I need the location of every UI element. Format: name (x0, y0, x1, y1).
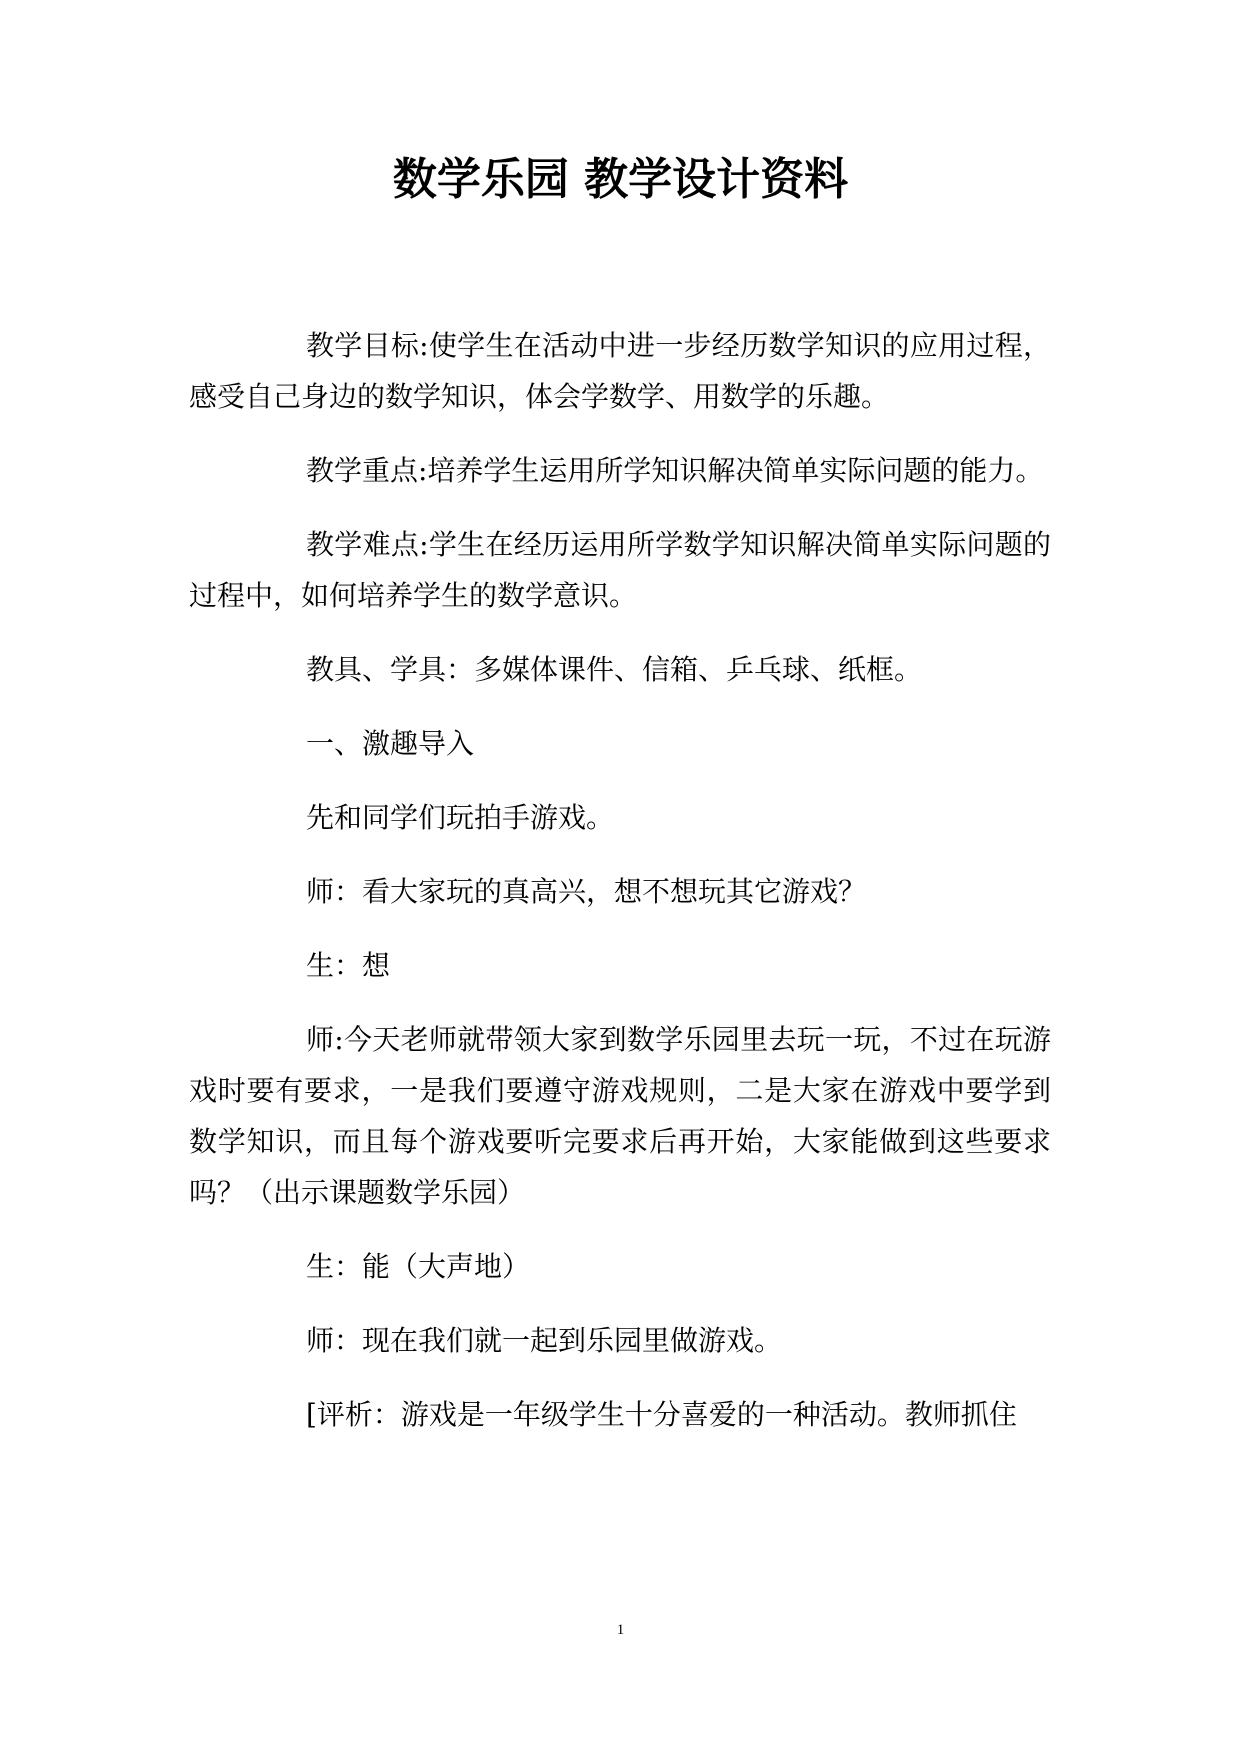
page-number: 1 (616, 1622, 625, 1638)
dialogue-teacher: 师：看大家玩的真高兴，想不想玩其它游戏？ (306, 875, 867, 908)
paragraph-teaching-difficulty: 教学难点:学生在经历运用所学数学知识解决简单实际问题的过程中，如何培养学生的数学意识。 (189, 528, 1051, 612)
paragraph-clapping-game: 先和同学们玩拍手游戏。 (306, 801, 615, 834)
dialogue-teacher: 师：现在我们就一起到乐园里做游戏。 (306, 1324, 783, 1357)
dialogue-teacher: 师:今天老师就带领大家到数学乐园里去玩一玩，不过在玩游戏时要有要求，一是我们要遵守游戏规则，二是大家在游戏中要学到数学知识，而且每个游戏要听完要求后再开始，大家能做到这些要求吗？（出示课题数学乐园） (189, 1023, 1051, 1209)
paragraph-teaching-goal: 教学目标:使学生在活动中进一步经历数学知识的应用过程，感受自己身边的数学知识，体会学数学、用数学的乐趣。 (189, 329, 1051, 413)
paragraph-teaching-aids: 教具、学具：多媒体课件、信箱、乒乓球、纸框。 (306, 653, 923, 686)
page-title: 数学乐园 教学设计资料 (392, 154, 849, 205)
document-body (189, 320, 1051, 1463)
paragraph-commentary: [评析：游戏是一年级学生十分喜爱的一种活动。教师抓住 (306, 1398, 1017, 1431)
section-heading-introduction: 一、激趣导入 (306, 727, 475, 760)
paragraph-teaching-focus: 教学重点:培养学生运用所学知识解决简单实际问题的能力。 (306, 454, 1044, 487)
dialogue-student: 生：想 (306, 949, 391, 982)
dialogue-student: 生：能（大声地） (306, 1250, 531, 1283)
